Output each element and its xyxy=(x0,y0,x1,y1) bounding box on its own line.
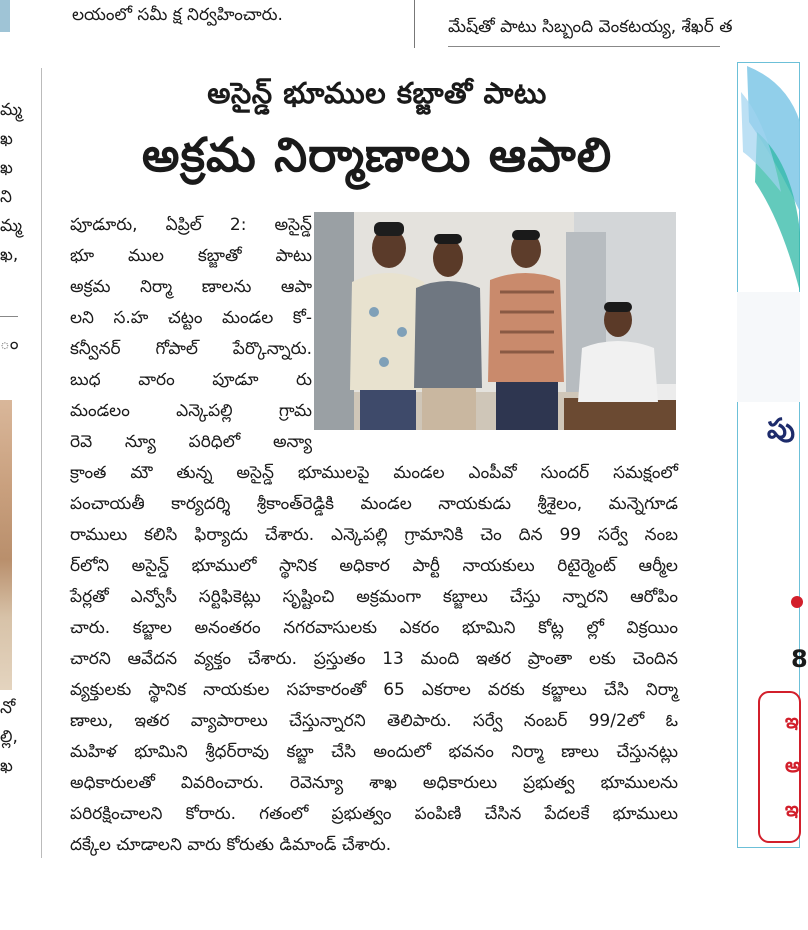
article-headline: అక్రమ నిర్మాణాలు ఆపాలి xyxy=(141,128,613,183)
article-kicker: అసైన్డ్ భూముల కబ్జాతో పాటు xyxy=(207,76,547,110)
article-lead xyxy=(70,210,312,458)
left-fragment: మ్మ xyxy=(0,100,22,120)
prev-article-left-fragment: లయంలో సమీ క్ష నిర్వహించారు. xyxy=(72,5,283,25)
column-divider-top xyxy=(414,0,415,48)
news-photo xyxy=(314,212,676,430)
lead-line: అక్రమ నిర్మా ణాలను ఆపా xyxy=(70,277,312,297)
left-fragment: ఖ, xyxy=(0,245,19,265)
left-photo-sliver-top xyxy=(0,0,10,32)
section-rule xyxy=(448,46,720,47)
left-fragment: ం xyxy=(0,334,19,354)
left-fragment: ఖ xyxy=(0,756,13,776)
left-photo-sliver xyxy=(0,400,12,690)
ad-box-fragment: ఇ xyxy=(785,797,799,821)
body-line: చారు. కబ్జాల అనంతరం నగరవాసులకు ఎకరం భూమిని కోట్ల ల్లో విక్రయిం xyxy=(70,618,678,638)
lead-line: రెవె న్యూ పరిధిలో అన్యా xyxy=(70,432,312,452)
body-line: అధికారులతో వివరించారు. రెవెన్యూ శాఖ అధికారులు ప్రభుత్వ భూములను xyxy=(70,773,678,793)
body-line: మహిళ భూమిని శ్రీధర్‌రావు కబ్జా చేసి అందులో భవనం నిర్మా ణాలు చేస్తునట్లు xyxy=(70,742,678,762)
left-column-fragments-lower xyxy=(0,694,20,781)
left-fragment: ఖ xyxy=(0,158,13,178)
body-line: దక్కేల చూడాలని వారు కోరుతు డిమాండ్ చేశారు. xyxy=(70,835,392,855)
article-body xyxy=(70,458,678,861)
left-fragment: నో xyxy=(0,698,16,718)
lead-line: భూ ముల కబ్జాతో పాటు xyxy=(70,246,312,266)
body-line: ణాలు, ఇతర వ్యాపారాలు చేస్తున్నారని తెలిపారు. సర్వే నంబర్ 99/2లో ఓ xyxy=(70,711,678,731)
body-line: క్రాంత మౌ తున్న అసైన్డ్ భూములపై మండల ఎంపీవో సుందర్ సమక్షంలో xyxy=(70,463,678,483)
lead-line: బుధ వారం పూడూ రు xyxy=(70,370,312,390)
left-column-fragments-mid xyxy=(0,330,20,359)
left-column-fragments-upper xyxy=(0,96,20,270)
ad-fragment: పు xyxy=(767,412,795,445)
lead-line: మండలం ఎన్కెపల్లి గ్రామ xyxy=(70,401,312,421)
column-divider-left xyxy=(41,68,42,858)
lead-line: పూడూరు, ఏప్రిల్ 2: అసైన్డ్ xyxy=(70,215,312,235)
left-fragment: ఖ xyxy=(0,129,13,149)
lead-line: కన్వీనర్ గోపాల్ పేర్కొన్నారు. xyxy=(70,339,312,359)
body-line: చారని ఆవేదన వ్యక్తం చేశారు. ప్రస్తుతం 13 మంది ఇతర ప్రాంతా లకు చెందిన xyxy=(70,649,678,669)
body-line: ర్‌లోని అసైన్డ్ భూములో స్థానిక అధికార పార్టీ నాయకులు రిటైర్మెంట్ ఆర్మీల xyxy=(70,556,678,576)
body-line: పంచాయతీ కార్యదర్శి శ్రీకాంత్‌రెడ్డికి మండల నాయకుడు శ్రీశైలం, మన్నెగూడ xyxy=(70,494,678,514)
left-fragment: మ్మ xyxy=(0,216,22,236)
body-line: పేర్లతో ఎన్వోసీ సర్టిఫికెట్లు సృష్టించి అక్రమంగా కబ్జాలు చేస్తు న్నారని ఆరోపిం xyxy=(70,587,678,607)
left-column-rule xyxy=(0,316,18,317)
lead-line: లని స.హ చట్టం మండల కో- xyxy=(70,308,312,328)
ad-box-fragment: అ xyxy=(785,753,801,777)
left-fragment: ల్లి, xyxy=(0,727,18,747)
left-fragment: ని xyxy=(0,187,12,207)
ad-box-fragment: ఇ xyxy=(785,709,799,733)
body-line: రాములు కలిసి ఫిర్యాదు చేశారు. ఎన్కెపల్లి గ్రామానికి చెం దిన 99 సర్వే నంబ xyxy=(70,525,678,545)
ad-fragment: 8 xyxy=(791,645,808,673)
prev-article-right-fragment: మేష్‌తో పాటు సిబ్బంది వెంకటయ్య, శేఖర్ త xyxy=(448,17,733,37)
advertisement xyxy=(737,62,808,848)
body-line: వ్యక్తులకు స్థానిక నాయకుల సహకారంతో 65 ఎకరాల వరకు కబ్జాలు చేసి నిర్మా xyxy=(70,680,678,700)
body-line: పరిరక్షించాలని కోరారు. గతంలో ప్రభుత్వం పంపిణి చేసిన పేదలకే భూములు xyxy=(70,804,678,824)
